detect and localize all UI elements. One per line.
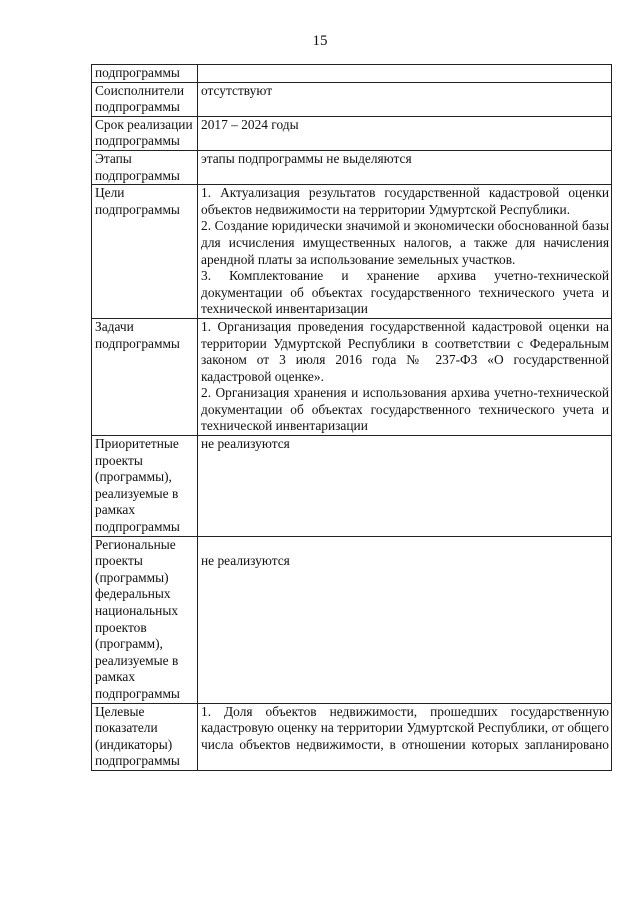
row-value — [198, 703, 612, 770]
table-row — [92, 318, 612, 435]
row-label: Задачи подпрограммы — [92, 318, 198, 435]
row-value — [198, 82, 612, 116]
row-label: Региональные проекты (программы) федеральных национальных проектов (программ), реализуемые в рамках подпрограммы — [92, 536, 198, 703]
table-row — [92, 116, 612, 150]
value-paragraph: 1. Актуализация результатов государственной кадастровой оценки объектов недвижимости на территории Удмуртской Республики. — [201, 185, 609, 217]
table-row — [92, 82, 612, 116]
table-row — [92, 150, 612, 184]
value-paragraph: не реализуются — [201, 436, 290, 452]
table-row — [92, 703, 612, 770]
row-label: Приоритетные проекты (программы), реализуемые в рамках подпрограммы — [92, 436, 198, 537]
row-value — [198, 436, 612, 537]
value-paragraph: 1. Доля объектов недвижимости, прошедших государственную кадастровую оценку на территории Удмуртской Республики, от общего числа объектов недвижимости, в отношении которых запланировано — [201, 703, 609, 752]
table-row — [92, 185, 612, 319]
row-value — [198, 65, 612, 83]
value-paragraph: 3. Комплектование и хранение архива учетно-технической документации об объектах государственного технического учета и технической инвентаризации — [201, 268, 609, 317]
row-value — [198, 150, 612, 184]
value-paragraph: 2. Создание юридически значимой и экономически обоснованной базы для исчисления имущественных налогов, а также для начисления арендной платы за использование земельных участков. — [201, 218, 609, 267]
value-paragraph: 2. Организация хранения и использования архива учетно-технической документации об объектах государственного технического учета и технической инвентаризации — [201, 385, 609, 434]
row-value — [198, 318, 612, 435]
page-number: 15 — [312, 33, 328, 49]
subprogram-passport-table — [91, 64, 612, 771]
row-label: Этапы подпрограммы — [92, 150, 198, 184]
value-paragraph: этапы подпрограммы не выделяются — [201, 150, 412, 166]
value-paragraph: не реализуются — [201, 552, 290, 568]
value-paragraph: 1. Организация проведения государственной кадастровой оценки на территории Удмуртской Республики в соответствии с Федеральным законом от 3 июля 2016 года № 237-ФЗ «О государственной кадастровой оценке». — [201, 318, 609, 384]
value-paragraph: 2017 – 2024 годы — [201, 116, 299, 132]
table-row — [92, 436, 612, 537]
row-label: Цели подпрограммы — [92, 185, 198, 319]
row-value — [198, 185, 612, 319]
row-label: Соисполнители подпрограммы — [92, 82, 198, 116]
row-value — [198, 116, 612, 150]
value-paragraph: отсутствуют — [201, 82, 273, 98]
table-row — [92, 536, 612, 703]
table-row — [92, 65, 612, 83]
row-label: Срок реализации подпрограммы — [92, 116, 198, 150]
row-label: подпрограммы — [92, 65, 198, 83]
row-label: Целевые показатели (индикаторы) подпрограммы — [92, 703, 198, 770]
row-value — [198, 536, 612, 703]
